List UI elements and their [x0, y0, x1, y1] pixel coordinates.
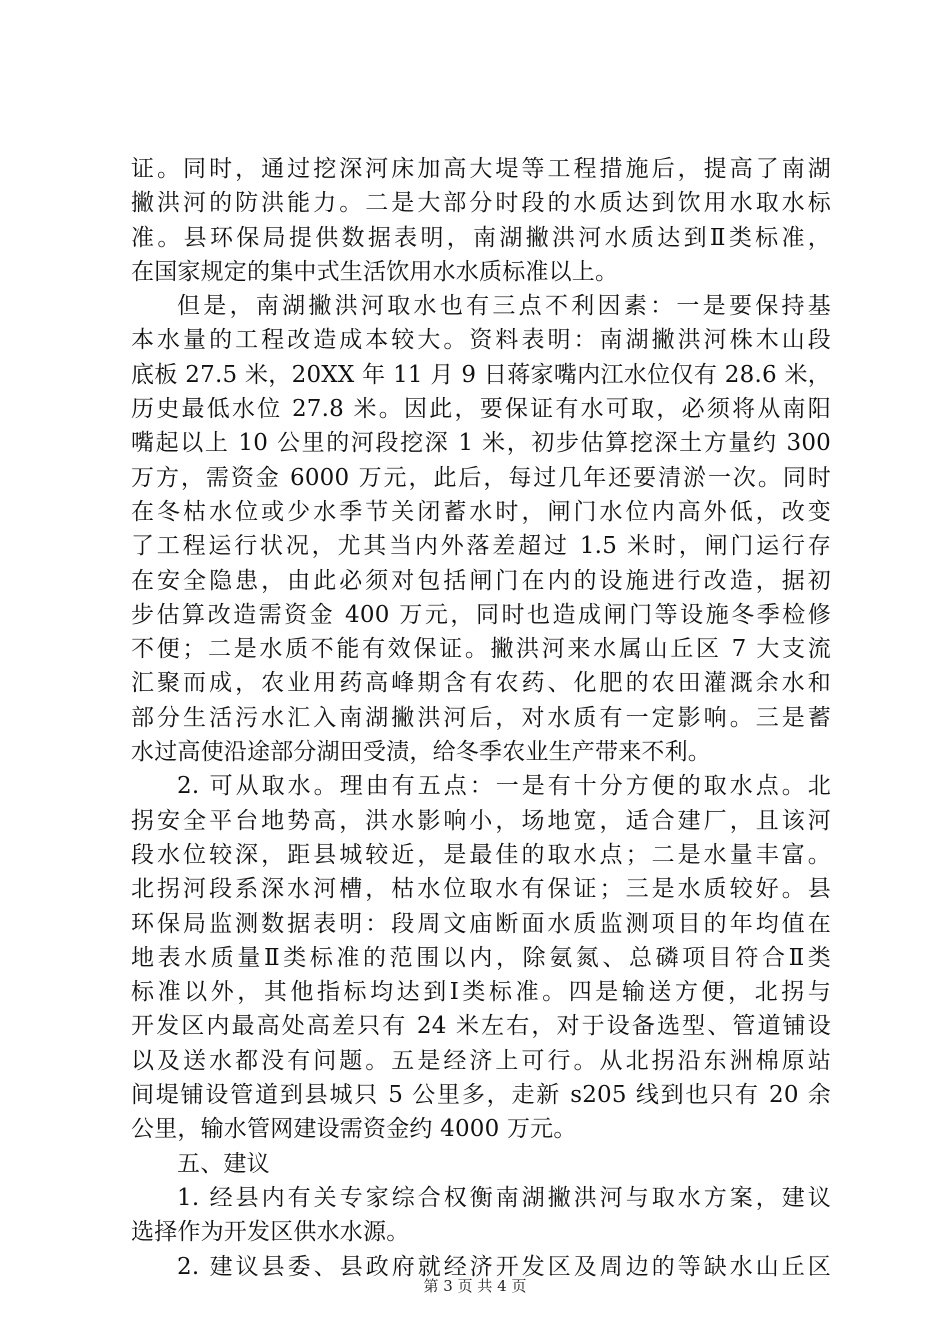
- text-line: 嘴起以上 10 公里的河段挖深 1 米，初步估算挖深土方量约 300: [131, 430, 831, 457]
- text-line: 地表水质量Ⅱ类标准的范围以内，除氨氮、总磷项目符合Ⅱ类: [131, 944, 831, 971]
- text-line: 环保局监测数据表明：段周文庙断面水质监测项目的年均值在: [131, 910, 831, 937]
- text-line: 以及送水都没有问题。五是经济上可行。从北拐沿东洲棉原站: [131, 1047, 831, 1074]
- paragraph: [131, 289, 831, 769]
- page-number: 第 3 页 共 4 页: [423, 1277, 527, 1295]
- text-line: 历史最低水位 27.8 米。因此，要保证有水可取，必须将从南阳: [131, 396, 831, 423]
- text-line: 底板 27.5 米，20XX 年 11 月 9 日蒋家嘴内江水位仅有 28.6 米，: [131, 361, 831, 388]
- text-line: 五、建议: [177, 1150, 270, 1177]
- text-line: 北拐河段系深水河槽，枯水位取水有保证；三是水质较好。县: [131, 876, 831, 903]
- text-line: 准。县环保局提供数据表明，南湖撇洪河水质达到Ⅱ类标准，: [131, 224, 831, 251]
- text-line: 拐安全平台地势高，洪水影响小，场地宽，适合建厂，且该河: [131, 807, 831, 834]
- document-body: [131, 152, 831, 1284]
- text-line: 间堤铺设管道到县城只 5 公里多，走新 s205 线到也只有 20 余: [131, 1082, 831, 1109]
- paragraph: [131, 1147, 831, 1181]
- text-line: 段水位较深，距县城较近，是最佳的取水点；二是水量丰富。: [131, 841, 831, 868]
- text-line: 撇洪河的防洪能力。二是大部分时段的水质达到饮用水取水标: [131, 190, 831, 217]
- paragraph: [131, 1181, 831, 1250]
- text-line: 在国家规定的集中式生活饮用水水质标准以上。: [131, 258, 619, 285]
- text-line: 水过高使沿途部分湖田受渍，给冬季农业生产带来不利。: [131, 739, 711, 766]
- text-line: 步估算改造需资金 400 万元，同时也造成闸门等设施冬季检修: [131, 601, 831, 628]
- page-footer: [0, 1275, 950, 1296]
- text-line: 在安全隐患，由此必须对包括闸门在内的设施进行改造，据初: [131, 567, 831, 594]
- text-line: 选择作为开发区供水水源。: [131, 1219, 410, 1246]
- text-line: 2. 建议县委、县政府就经济开发区及周边的等缺水山丘区: [177, 1253, 831, 1280]
- paragraph: [131, 152, 831, 289]
- text-line: 汇聚而成，农业用药高峰期含有农药、化肥的农田灌溉余水和: [131, 670, 831, 697]
- text-line: 在冬枯水位或少水季节关闭蓄水时，闸门水位内高外低，改变: [131, 498, 831, 525]
- text-line: 1. 经县内有关专家综合权衡南湖撇洪河与取水方案，建议: [177, 1184, 831, 1211]
- text-line: 了工程运行状况，尤其当内外落差超过 1.5 米时，闸门运行存: [131, 533, 831, 560]
- text-line: 万方，需资金 6000 万元，此后，每过几年还要清淤一次。同时: [131, 464, 831, 491]
- text-line: 不便；二是水质不能有效保证。撇洪河来水属山丘区 7 大支流: [131, 636, 831, 663]
- text-line: 证。同时，通过挖深河床加高大堤等工程措施后，提高了南湖: [131, 156, 831, 182]
- text-line: 本水量的工程改造成本较大。资料表明：南湖撇洪河株木山段: [131, 327, 831, 354]
- text-line: 公里，输水管网建设需资金约 4000 万元。: [131, 1116, 577, 1143]
- text-line: 但是，南湖撇洪河取水也有三点不利因素：一是要保持基: [177, 293, 831, 320]
- text-line: 标准以外，其他指标均达到Ⅰ类标准。四是输送方便，北拐与: [131, 979, 831, 1006]
- text-line: 开发区内最高处高差只有 24 米左右，对于设备选型、管道铺设: [131, 1013, 831, 1040]
- text-line: 2. 可从取水。理由有五点：一是有十分方便的取水点。北: [177, 773, 831, 800]
- paragraph: [131, 769, 831, 1146]
- text-line: 部分生活污水汇入南湖撇洪河后，对水质有一定影响。三是蓄: [131, 704, 831, 731]
